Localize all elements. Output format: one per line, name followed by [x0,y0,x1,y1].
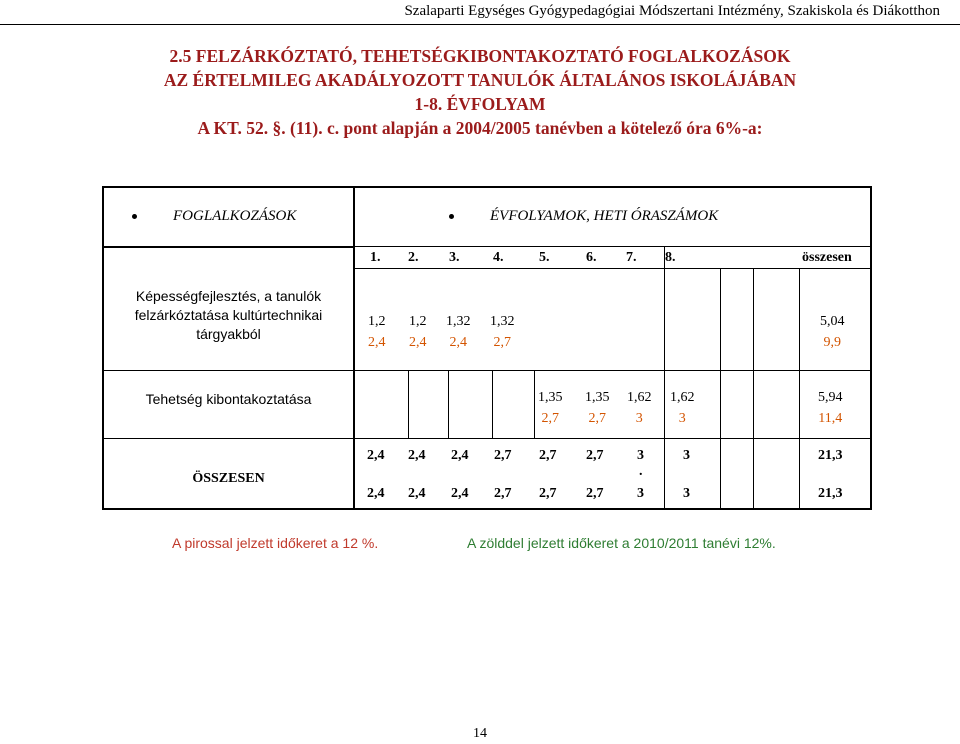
row-1-total: 5,04 9,9 [820,314,845,350]
total-top-2: 2,4 [408,448,426,463]
header-rule [0,24,960,25]
total-bottom-2: 2,4 [408,486,426,501]
col2-header: ÉVFOLYAMOK, HETI ÓRASZÁMOK [449,208,718,225]
total-top-8: 3 [683,448,690,463]
grade-6: 6. [586,250,597,265]
grade-3: 3. [449,250,460,265]
grade-2: 2. [408,250,419,265]
total-bottom-5: 2,7 [539,486,557,501]
row-total-label: ÖSSZESEN [192,471,265,486]
bullet-icon [132,214,137,219]
schedule-table [102,186,872,510]
row-2-grade-6: 1,35 2,7 [585,390,610,426]
total-top-3: 2,4 [451,448,469,463]
total-bottom-8: 3 [683,486,690,501]
total-bottom-4: 2,7 [494,486,512,501]
col1-header: FOGLALKOZÁSOK [132,208,296,225]
total-top-sum: 21,3 [818,448,843,463]
note-green: A zölddel jelzett időkeret a 2010/2011 tanévi 12%. [467,535,776,551]
row-2-grade-8: 1,62 3 [670,390,695,426]
total-bottom-3: 2,4 [451,486,469,501]
row-2-grade-5: 1,35 2,7 [538,390,563,426]
bullet-icon [449,214,454,219]
row-1-grade-1: 1,2 2,4 [368,314,386,350]
grade-4: 4. [493,250,504,265]
row-1-grade-4: 1,32 2,7 [490,314,515,350]
row-1-label: Képességfejlesztés, a tanulók felzárkóztatása kultúrtechnikai tárgyakból [134,288,323,342]
total-bottom-6: 2,7 [586,486,604,501]
total-top-4: 2,7 [494,448,512,463]
title-line-4: A KT. 52. §. (11). c. pont alapján a 2004/2005 tanévben a kötelező óra 6%-a: [197,118,763,138]
grade-1: 1. [370,250,381,265]
total-top-1: 2,4 [367,448,385,463]
page-header [0,0,960,26]
total-header: összesen [802,250,852,265]
row-1-grade-3: 1,32 2,4 [446,314,471,350]
row-2-total: 5,94 11,4 [818,390,843,426]
title-line-2: AZ ÉRTELMILEG AKADÁLYOZOTT TANULÓK ÁLTALÁNOS ISKOLÁJÁBAN [163,70,797,90]
grade-5: 5. [539,250,550,265]
institution-name: Szalaparti Egységes Gyógypedagógiai Módszertani Intézmény, Szakiskola és Diákotthon [404,3,940,19]
total-bottom-7: 3 [637,486,644,501]
page-number: 14 [473,726,487,741]
row-1-grade-2: 1,2 2,4 [409,314,427,350]
total-bottom-1: 2,4 [367,486,385,501]
total-top-5: 2,7 [539,448,557,463]
grade-7: 7. [626,250,637,265]
total-bottom-sum: 21,3 [818,486,843,501]
total-top-6: 2,7 [586,448,604,463]
total-top-7: 3 [637,448,644,463]
row-2-grade-7: 1,62 3 [627,390,652,426]
total-dot: . [639,464,643,479]
title-line-1: 2.5 FELZÁRKÓZTATÓ, TEHETSÉGKIBONTAKOZTATÓ FOGLALKOZÁSOK [169,46,791,66]
note-red: A pirossal jelzett időkeret a 12 %. [172,535,379,551]
row-2-label: Tehetség kibontakoztatása [145,391,312,407]
title-line-3: 1-8. ÉVFOLYAM [414,94,546,114]
grade-8: 8. [665,250,676,265]
